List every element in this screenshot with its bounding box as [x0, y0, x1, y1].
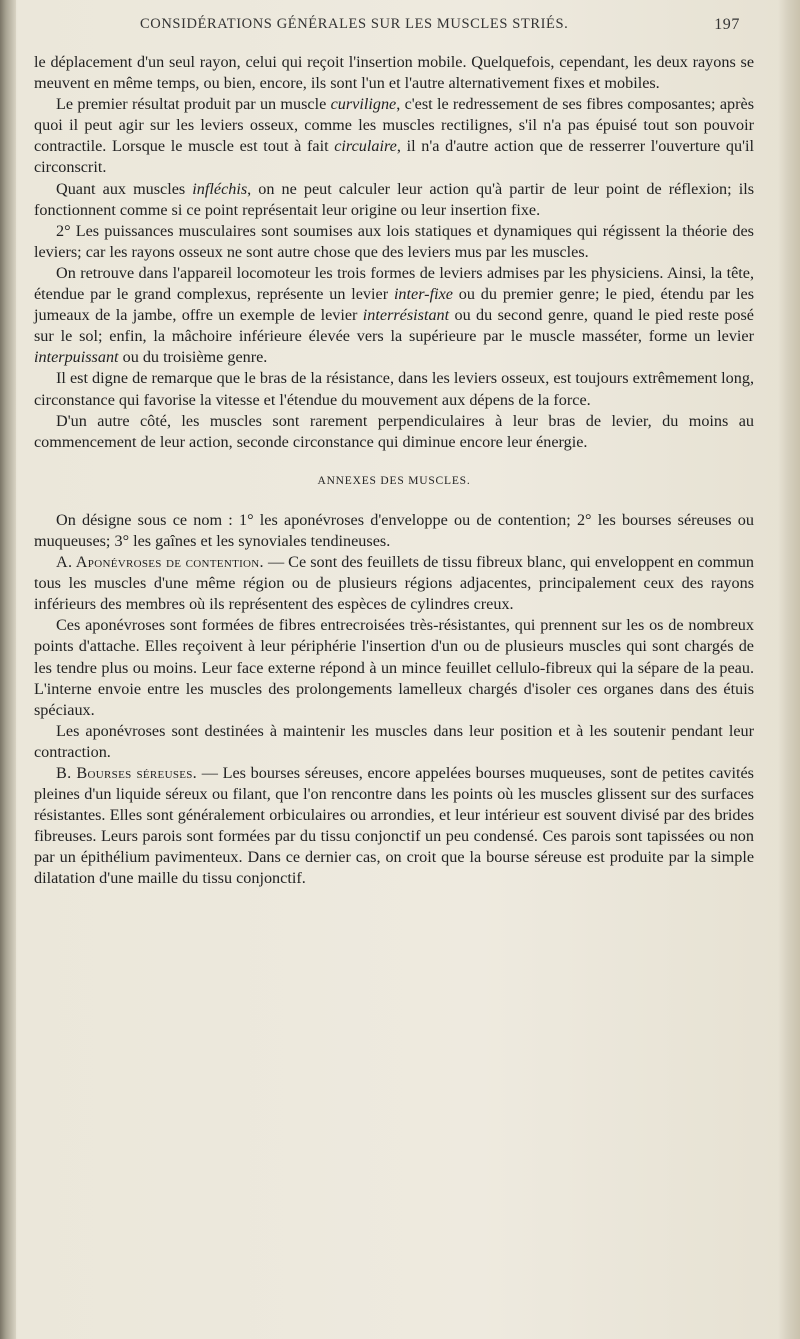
body-text: [34, 52, 754, 890]
paragraph: A. Aponévroses de contention. — Ce sont des feuillets de tissu fibreux blanc, qui enveloppent en commun tous les muscles d'une même région ou de plusieurs régions adjacentes, principalement ceux des rayons inférieurs des membres où ils représentent des espèces de cylindres creux.: [34, 553, 754, 614]
paragraph: Quant aux muscles infléchis, on ne peut calculer leur action qu'à partir de leur point de réflexion; ils fonctionnent comme si ce point représentait leur origine ou leur insertion fixe.: [34, 179, 754, 219]
subsection-heading: A. Aponévroses de contention.: [56, 553, 264, 572]
paragraph: Les aponévroses sont destinées à maintenir les muscles dans leur position et à les soutenir pendant leur contraction.: [34, 721, 754, 761]
paragraph: le déplacement d'un seul rayon, celui qui reçoit l'insertion mobile. Quelquefois, cependant, les deux rayons se meuvent en même temps, ou bien, encore, ils sont l'un et l'autre alternativement fixes et mobiles.: [34, 53, 754, 93]
paragraph: 2° Les puissances musculaires sont soumises aux lois statiques et dynamiques qui régissent la théorie des leviers; car les rayons osseux ne sont autre chose que des leviers mus par les muscles.: [34, 221, 754, 261]
paragraph: B. Bourses séreuses. — Les bourses séreuses, encore appelées bourses muqueuses, sont de petites cavités pleines d'un liquide séreux ou filant, que l'on rencontre dans les points où les muscles glissent sur des surfaces résistantes. Elles sont généralement orbiculaires ou arrondies, et leur intérieur est souvent divisé par des brides fibreuses. Leurs parois sont formées par du tissu conjonctif un peu condensé. Ces parois sont tapissées ou non par un épithélium pavimenteux. Dans ce dernier cas, on croit que la bourse séreuse est produite par la simple dilatation d'une maille du tissu conjonctif.: [34, 764, 754, 888]
paragraph: Il est digne de remarque que le bras de la résistance, dans les leviers osseux, est toujours extrêmement long, circonstance qui favorise la vitesse et l'étendue du mouvement aux dépens de la force.: [34, 369, 754, 409]
book-gutter-shadow: [0, 0, 16, 1339]
paragraph: On retrouve dans l'appareil locomoteur les trois formes de leviers admises par les physiciens. Ainsi, la tête, étendue par le grand complexus, représente un levier inter-fixe ou du premier genre; le pied, étendu par les jumeaux de la jambe, offre un exemple de levier interrésistant ou du second genre, quand le pied reste posé sur le sol; enfin, la mâchoire inférieure élevée vers la supérieure par le muscle masséter, forme un levier interpuissant ou du troisième genre.: [34, 263, 754, 367]
section-heading: ANNEXES DES MUSCLES.: [317, 474, 471, 487]
page-edge: [778, 0, 800, 1339]
page-number: 197: [714, 16, 740, 33]
running-title: CONSIDÉRATIONS GÉNÉRALES SUR LES MUSCLES STRIÉS.: [140, 16, 569, 32]
paragraph: D'un autre côté, les muscles sont rarement perpendiculaires à leur bras de levier, du moins au commencement de leur action, seconde circonstance qui diminue encore leur énergie.: [34, 411, 754, 451]
subsection-heading: B. Bourses séreuses.: [56, 764, 198, 782]
paragraph: On désigne sous ce nom : 1° les aponévroses d'enveloppe ou de contention; 2° les bourses séreuses ou muqueuses; 3° les gaînes et les synoviales tendineuses.: [34, 510, 754, 550]
paragraph: Le premier résultat produit par un muscle curviligne, c'est le redressement de ses fibres composantes; après quoi il peut agir sur les leviers osseux, comme les muscles rectilignes, s'il n'a pas épuisé tout son pouvoir contractile. Lorsque le muscle est tout à fait circulaire, il n'a d'autre action que de resserrer l'ouverture qu'il circonscrit.: [34, 95, 754, 177]
paragraph: Ces aponévroses sont formées de fibres entrecroisées très-résistantes, qui prennent sur les os de nombreux points d'attache. Elles reçoivent à leur périphérie l'insertion d'un ou de plusieurs muscles qui sont chargés de les tendre plus ou moins. Leur face externe répond à un mince feuillet cellulo-fibreux qui la sépare de la peau. L'interne envoie entre les muscles des prolongements lamelleux chargés d'isoler ces organes dans des étuis spéciaux.: [34, 616, 754, 719]
